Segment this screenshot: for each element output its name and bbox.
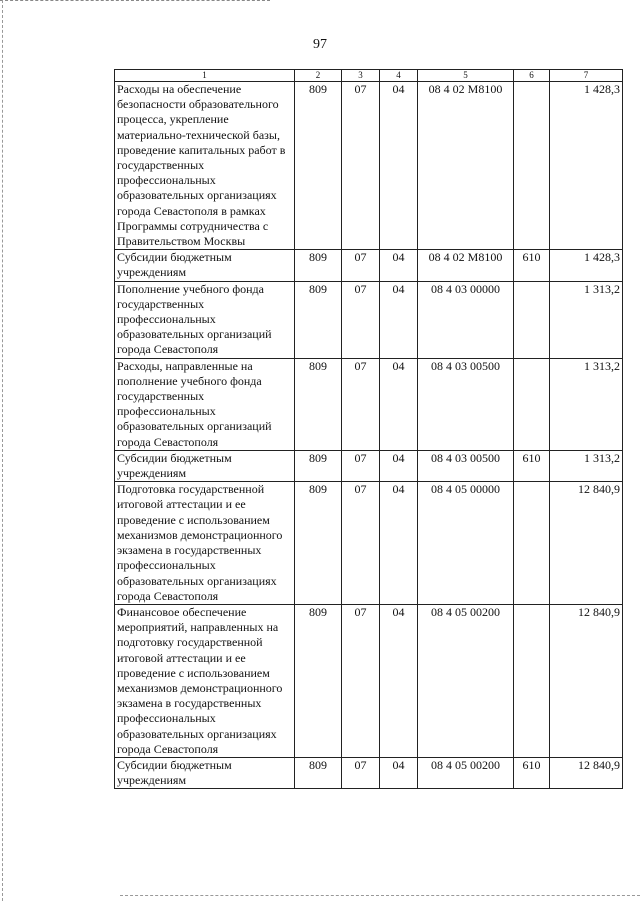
amount-cell: 12 840,9	[550, 482, 623, 605]
scan-edge-top	[0, 0, 270, 2]
table-row	[115, 450, 623, 481]
target-article-cell: 08 4 02 М8100	[418, 82, 514, 250]
column-header: 5	[418, 70, 514, 82]
section-code-cell: 07	[342, 604, 380, 757]
expense-name-cell: Пополнение учебного фонда государственных профессиональных образовательных организаций города Севастополя	[115, 281, 295, 358]
subsection-code-cell: 04	[380, 757, 418, 788]
expense-type-cell	[514, 604, 550, 757]
ministry-code-cell: 809	[295, 250, 342, 281]
subsection-code-cell: 04	[380, 358, 418, 450]
section-code-cell: 07	[342, 482, 380, 605]
expense-type-cell	[514, 358, 550, 450]
target-article-cell: 08 4 05 00200	[418, 604, 514, 757]
ministry-code-cell: 809	[295, 482, 342, 605]
table-row	[115, 358, 623, 450]
column-header: 6	[514, 70, 550, 82]
expense-name-cell: Расходы, направленные на пополнение учебного фонда государственных профессиональных образовательных организаций города Севастополя	[115, 358, 295, 450]
target-article-cell: 08 4 03 00500	[418, 358, 514, 450]
table-header-row	[115, 70, 623, 82]
section-code-cell: 07	[342, 757, 380, 788]
expense-type-cell	[514, 482, 550, 605]
amount-cell: 1 313,2	[550, 358, 623, 450]
ministry-code-cell: 809	[295, 757, 342, 788]
amount-cell: 12 840,9	[550, 604, 623, 757]
budget-table	[114, 69, 623, 789]
column-header: 3	[342, 70, 380, 82]
table-row	[115, 604, 623, 757]
column-header: 2	[295, 70, 342, 82]
amount-cell: 1 313,2	[550, 450, 623, 481]
target-article-cell: 08 4 02 М8100	[418, 250, 514, 281]
expense-type-cell	[514, 82, 550, 250]
amount-cell: 1 428,3	[550, 82, 623, 250]
expense-name-cell: Субсидии бюджетным учреждениям	[115, 250, 295, 281]
expense-type-cell: 610	[514, 250, 550, 281]
amount-cell: 12 840,9	[550, 757, 623, 788]
subsection-code-cell: 04	[380, 604, 418, 757]
expense-type-cell: 610	[514, 450, 550, 481]
subsection-code-cell: 04	[380, 82, 418, 250]
amount-cell: 1 428,3	[550, 250, 623, 281]
expense-name-cell: Финансовое обеспечение мероприятий, направленных на подготовку государственной итоговой аттестации и ее проведение с использованием механизмов демонстрационного экзамена в государственных профессиональных образовательных организациях города Севастополя	[115, 604, 295, 757]
section-code-cell: 07	[342, 82, 380, 250]
target-article-cell: 08 4 03 00000	[418, 281, 514, 358]
scan-edge-left	[2, 0, 4, 901]
subsection-code-cell: 04	[380, 281, 418, 358]
column-header: 4	[380, 70, 418, 82]
ministry-code-cell: 809	[295, 450, 342, 481]
ministry-code-cell: 809	[295, 281, 342, 358]
table-row	[115, 281, 623, 358]
expense-name-cell: Подготовка государственной итоговой аттестации и ее проведение с использованием механизмов демонстрационного экзамена в государственных профессиональных образовательных организациях города Севастополя	[115, 482, 295, 605]
target-article-cell: 08 4 03 00500	[418, 450, 514, 481]
subsection-code-cell: 04	[380, 450, 418, 481]
column-header: 1	[115, 70, 295, 82]
section-code-cell: 07	[342, 450, 380, 481]
expense-type-cell	[514, 281, 550, 358]
column-header: 7	[550, 70, 623, 82]
expense-name-cell: Субсидии бюджетным учреждениям	[115, 757, 295, 788]
expense-name-cell: Субсидии бюджетным учреждениям	[115, 450, 295, 481]
ministry-code-cell: 809	[295, 82, 342, 250]
table-row	[115, 250, 623, 281]
subsection-code-cell: 04	[380, 250, 418, 281]
section-code-cell: 07	[342, 250, 380, 281]
subsection-code-cell: 04	[380, 482, 418, 605]
section-code-cell: 07	[342, 358, 380, 450]
scan-edge-bottom	[120, 895, 640, 897]
ministry-code-cell: 809	[295, 358, 342, 450]
table-row	[115, 82, 623, 250]
expense-type-cell: 610	[514, 757, 550, 788]
target-article-cell: 08 4 05 00200	[418, 757, 514, 788]
expense-name-cell: Расходы на обеспечение безопасности образовательного процесса, укрепление материально-технической базы, проведение капитальных работ в государственных профессиональных образовательных организациях города Севастополя в рамках Программы сотрудничества с Правительством Москвы	[115, 82, 295, 250]
table-row	[115, 757, 623, 788]
ministry-code-cell: 809	[295, 604, 342, 757]
page-number: 97	[313, 37, 327, 52]
table-row	[115, 482, 623, 605]
target-article-cell: 08 4 05 00000	[418, 482, 514, 605]
section-code-cell: 07	[342, 281, 380, 358]
amount-cell: 1 313,2	[550, 281, 623, 358]
